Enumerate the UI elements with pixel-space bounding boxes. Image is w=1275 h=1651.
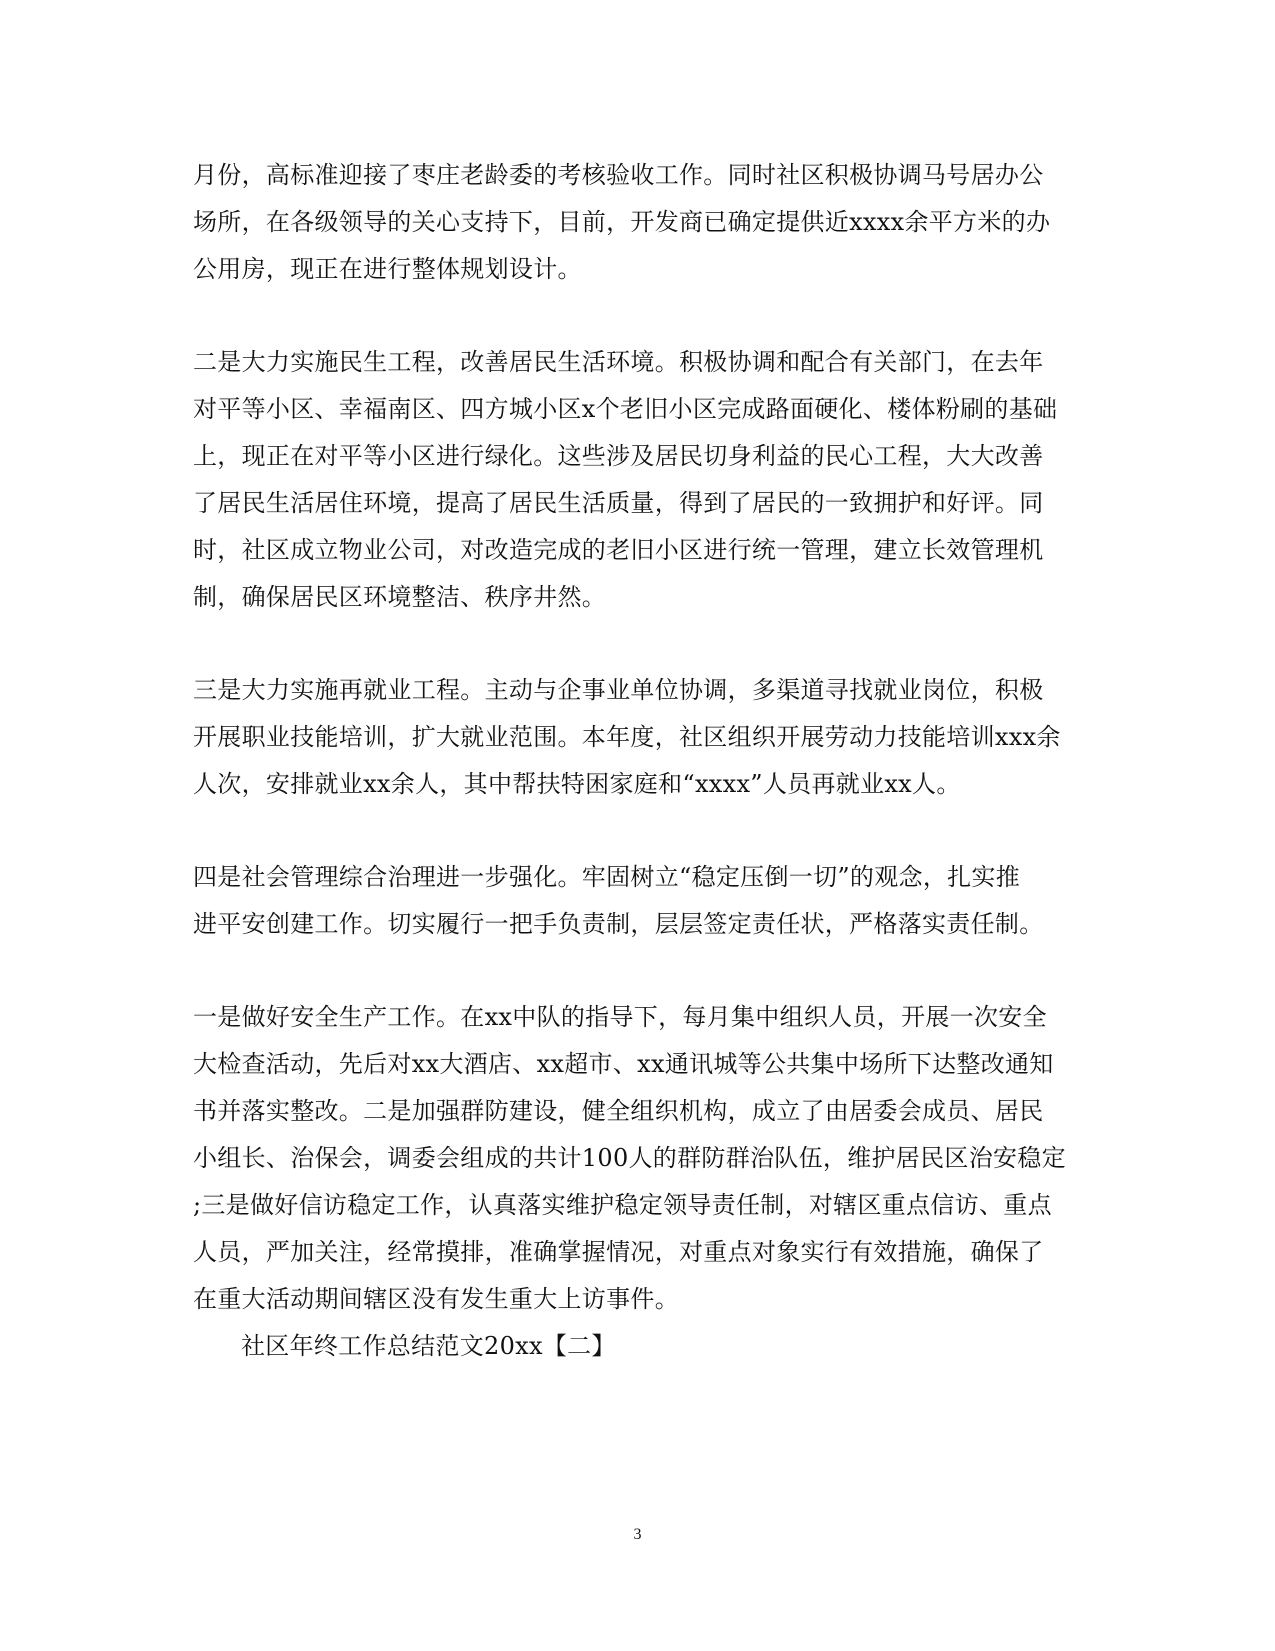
paragraph-2-line-6: 制，确保居民区环境整洁、秩序井然。 [193, 583, 607, 611]
paragraph-4-line-1: 四是社会管理综合治理进一步强化。牢固树立“稳定压倒一切”的观念，扎实推 [193, 863, 1021, 891]
paragraph-5-line-1: 一是做好安全生产工作。在xx中队的指导下，每月集中组织人员，开展一次安全 [193, 1003, 1047, 1031]
paragraph-2-line-5: 时，社区成立物业公司，对改造完成的老旧小区进行统一管理，建立长效管理机 [193, 536, 1044, 564]
paragraph-5-line-7: 在重大活动期间辖区没有发生重大上访事件。 [193, 1285, 679, 1313]
paragraph-1-line-2: 场所，在各级领导的关心支持下，目前，开发商已确定提供近xxxx余平方米的办 [193, 208, 1051, 236]
paragraph-2-line-2: 对平等小区、幸福南区、四方城小区x个老旧小区完成路面硬化、楼体粉刷的基础 [193, 395, 1058, 423]
paragraph-1-line-1: 月份，高标准迎接了枣庄老龄委的考核验收工作。同时社区积极协调马号居办公 [193, 161, 1044, 189]
paragraph-2-line-4: 了居民生活居住环境，提高了居民生活质量，得到了居民的一致拥护和好评。同 [193, 489, 1044, 517]
paragraph-5-line-5: ;三是做好信访稳定工作，认真落实维护稳定领导责任制，对辖区重点信访、重点 [193, 1191, 1052, 1219]
section-heading: 社区年终工作总结范文20xx【二】 [241, 1332, 616, 1360]
paragraph-1-line-3: 公用房，现正在进行整体规划设计。 [193, 255, 582, 283]
paragraph-2-line-3: 上，现正在对平等小区进行绿化。这些涉及居民切身利益的民心工程，大大改善 [193, 442, 1044, 470]
paragraph-5-line-6: 人员，严加关注，经常摸排，准确掌握情况，对重点对象实行有效措施，确保了 [193, 1238, 1044, 1266]
paragraph-3-line-1: 三是大力实施再就业工程。主动与企事业单位协调，多渠道寻找就业岗位，积极 [193, 676, 1044, 704]
paragraph-3-line-2: 开展职业技能培训，扩大就业范围。本年度，社区组织开展劳动力技能培训xxx余 [193, 723, 1061, 751]
paragraph-5-line-4: 小组长、治保会，调委会组成的共计100人的群防群治队伍，维护居民区治安稳定 [193, 1144, 1066, 1172]
paragraph-2-line-1: 二是大力实施民生工程，改善居民生活环境。积极协调和配合有关部门，在去年 [193, 348, 1044, 376]
paragraph-5-line-2: 大检查活动，先后对xx大酒店、xx超市、xx通讯城等公共集中场所下达整改通知 [193, 1050, 1054, 1078]
page-number: 3 [633, 1526, 642, 1543]
paragraph-5-line-3: 书并落实整改。二是加强群防建设，健全组织机构，成立了由居委会成员、居民 [193, 1097, 1044, 1125]
paragraph-3-line-3: 人次，安排就业xx余人，其中帮扶特困家庭和“xxxx”人员再就业xx人。 [193, 770, 961, 798]
paragraph-4-line-2: 进平安创建工作。切实履行一把手负责制，层层签定责任状，严格落实责任制。 [193, 910, 1044, 938]
